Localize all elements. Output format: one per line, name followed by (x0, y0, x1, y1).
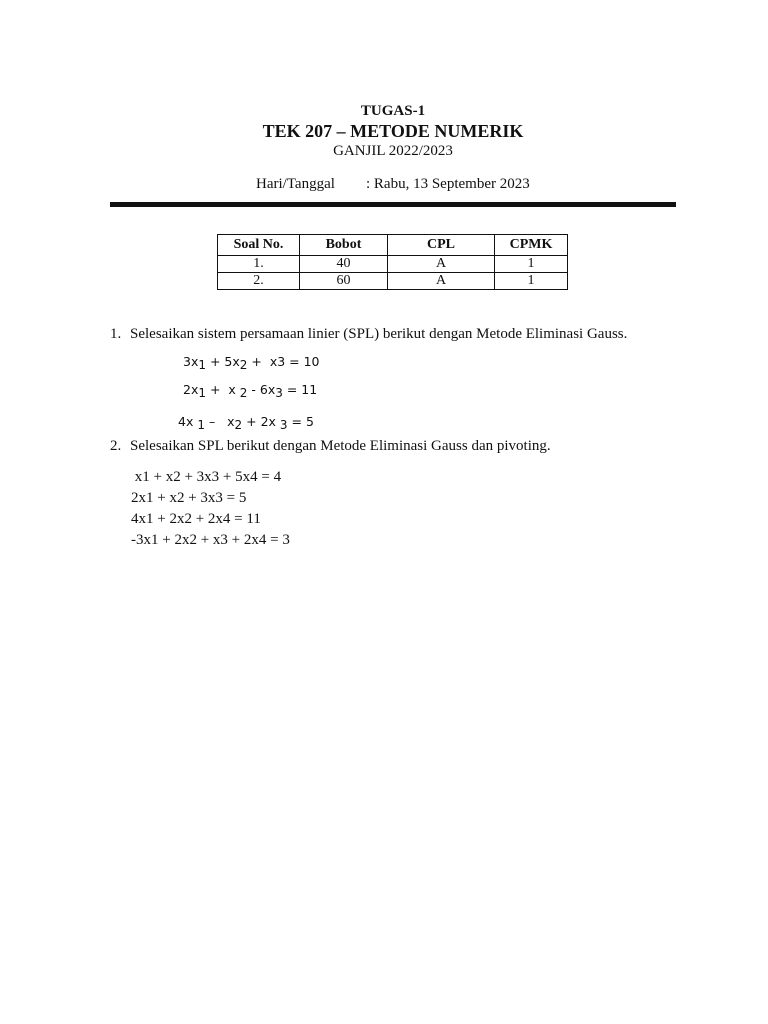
table-cell: A (388, 256, 495, 273)
table-cell: 1. (218, 256, 300, 273)
subscript: 2 (239, 358, 248, 372)
subscript: 3 (275, 386, 283, 400)
equation-line: $3x_1 + 5x_2 + x3 = 10$ (183, 354, 320, 372)
equation-line: $2x_1 + x$ $_2 - 6x_3 = 11$ (183, 382, 318, 400)
question-number: 1. (110, 326, 122, 342)
equation-line: x1 + x2 + 3x3 + 5x4 = 4 (131, 469, 282, 485)
subscript: 1 (198, 358, 206, 372)
subscript: 1 (198, 386, 206, 400)
table-header-cell: CPL (388, 235, 495, 256)
table-cell: 2. (218, 273, 300, 290)
semester-text: GANJIL 2022/2023 (333, 143, 453, 159)
table-header-cell: Soal No. (218, 235, 300, 256)
table-header-row (218, 235, 568, 256)
table-row (218, 256, 568, 273)
table-cell: A (388, 273, 495, 290)
equation-line: 2x1 + x2 + 3x3 = 5 (131, 490, 247, 506)
table-row (218, 273, 568, 290)
date-label: Hari/Tanggal (256, 176, 335, 192)
equation-line: -3x1 + 2x2 + x3 + 2x4 = 3 (131, 532, 290, 548)
weights-table (217, 234, 568, 290)
header-divider (110, 202, 676, 207)
question-text: Selesaikan SPL berikut dengan Metode Eliminasi Gauss dan pivoting. (130, 438, 551, 454)
document-label: TUGAS-1 (360, 103, 426, 119)
document-title: TEK 207 – METODE NUMERIK (262, 121, 524, 141)
table-cell: 40 (300, 256, 388, 273)
question-number: 2. (110, 438, 122, 454)
question-text: Selesaikan sistem persamaan linier (SPL) berikut dengan Metode Eliminasi Gauss. (130, 326, 628, 342)
subscript: 2 (234, 418, 243, 432)
table-header-cell: CPMK (495, 235, 568, 256)
question-2 (110, 438, 551, 455)
subscript: 1 (197, 418, 205, 432)
date-value: : Rabu, 13 September 2023 (366, 176, 530, 192)
table-cell: 1 (495, 273, 568, 290)
subscript: 2 (239, 386, 248, 400)
table-cell: 1 (495, 256, 568, 273)
equation-line: 4x1 + 2x2 + 2x4 = 11 (131, 511, 261, 527)
table-cell: 60 (300, 273, 388, 290)
question-1 (110, 326, 627, 343)
equation-line: 4x $_1 - x_2 + 2x$ $_3$ = 5 (178, 414, 314, 432)
subscript: 3 (279, 418, 288, 432)
table-header-cell: Bobot (300, 235, 388, 256)
